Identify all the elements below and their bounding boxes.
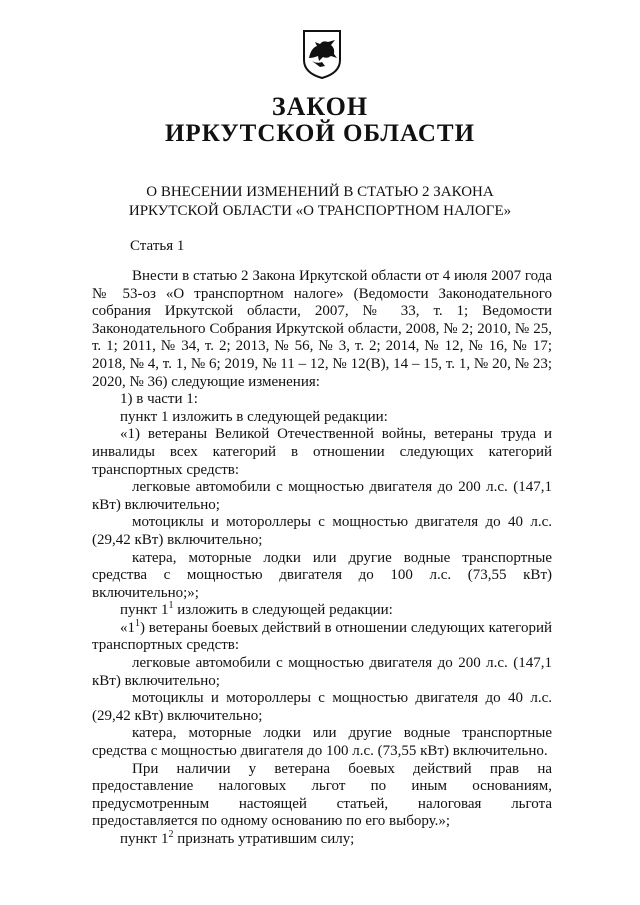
combat-veterans-text-b: ) ветераны боевых действий в отношении следующих категорий транспортных средств: [92,619,552,654]
article-heading: Статья 1 [130,238,185,254]
combat-veterans-text-a: «1 [120,619,135,636]
paragraph-intro: Внести в статью 2 Закона Иркутской области от 4 июля 2007 года № 53-оз «О транспортном налоге» (Ведомости Законодательного собрания Иркутской области, 2007, № 33, т. 1; Ведомости Законодательного Собрания Иркутской области, 2008, № 2; 2010, № 25, т. 1; 2011, № 34, т. 2; 2013, № 56, № 3, т. 2; 2014, № 12, № 16, № 17; 2018, № 4, т. 1, № 6; 2019, № 11 – 12, № 12(В), 14 – 15, т. 1, № 20, № 23; 2020, № 36) следующие изменения: [92,268,552,390]
paragraph-boats-2: катера, моторные лодки или другие водные транспортные средства с мощностью двигателя до 100 л.с. (73,55 кВт) включительно. [92,725,552,760]
paragraph-item-1-2 [92,831,552,849]
item-1-2-superscript: 2 [168,829,174,840]
paragraph-veterans: «1) ветераны Великой Отечественной войны, ветераны труда и инвалиды всех категорий в отношении следующих категорий транспортных средств: [92,426,552,478]
paragraph-item-1-1 [92,602,552,620]
item-1-1-superscript: 1 [168,600,174,612]
paragraph-motorcycles-2: мотоциклы и мотороллеры с мощностью двигателя до 40 л.с. (29,42 кВт) включительно; [92,690,552,724]
paragraph-other-grounds: При наличии у ветерана боевых действий прав на предоставление налоговых льгот по иным основаниям, предусмотренным настоящей статьей, налоговая льгота предоставляется по одному основанию по его выбору.»; [92,760,552,830]
item-1-2-text-b: признать утратившим силу; [173,831,355,847]
paragraph-cars-2: легковые автомобили с мощностью двигателя до 200 л.с. (147,1 кВт) включительно; [92,655,552,689]
paragraph-item-1: пункт 1 изложить в следующей редакции: [120,408,388,425]
paragraph-motorcycles: мотоциклы и мотороллеры с мощностью двигателя до 40 л.с. (29,42 кВт) включительно; [92,514,552,548]
item-1-1-text-b: изложить в следующей редакции: [173,602,393,619]
subtitle-line-2: ИРКУТСКОЙ ОБЛАСТИ «О ТРАНСПОРТНОМ НАЛОГЕ» [128,203,512,219]
paragraph-boats: катера, моторные лодки или другие водные транспортные средства с мощностью двигателя до 100 л.с. (73,55 кВт) включительно;»; [92,549,552,601]
paragraph-part-1: 1) в части 1: [120,391,198,408]
combat-veterans-superscript: 1 [135,617,140,629]
law-subtitle [0,183,640,221]
irkutsk-coat-of-arms-icon [301,28,343,80]
item-1-2-text-a: пункт 1 [120,831,169,847]
item-1-1-text-a: пункт 1 [120,602,169,619]
law-title: ЗАКОН [271,92,369,121]
paragraph-combat-veterans [92,617,552,655]
document-body [92,268,552,849]
paragraph-cars: легковые автомобили с мощностью двигателя до 200 л.с. (147,1 кВт) включительно; [92,479,552,513]
law-region-title: ИРКУТСКОЙ ОБЛАСТИ [164,120,476,147]
subtitle-line-1: О ВНЕСЕНИИ ИЗМЕНЕНИЙ В СТАТЬЮ 2 ЗАКОНА [146,184,494,200]
